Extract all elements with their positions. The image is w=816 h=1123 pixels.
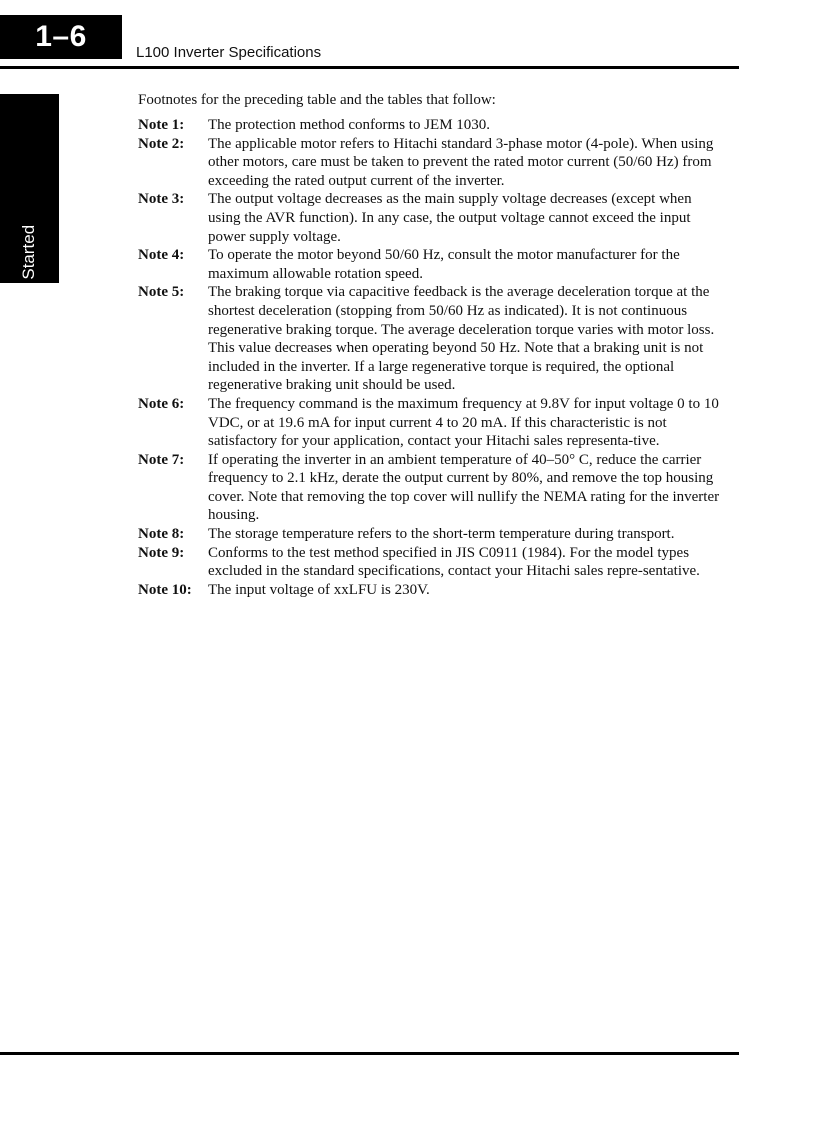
footnote-label: Note 3:: [138, 191, 185, 208]
chapter-side-tab: [0, 94, 59, 340]
footer-rule: [0, 1052, 739, 1055]
footnote-label: Note 5:: [138, 284, 185, 301]
footnote-text: The input voltage of xxLFU is 230V.: [208, 581, 430, 598]
footnote-2: [138, 135, 723, 191]
footnote-7: [138, 451, 723, 525]
footnote-10: [138, 581, 723, 600]
footnote-5: [138, 283, 723, 395]
running-header-title: L100 Inverter Specifications: [136, 44, 322, 61]
footnote-text: The protection method conforms to JEM 1030.: [208, 117, 491, 133]
footnote-8: [138, 525, 723, 544]
chapter-side-tab-label: Getting Started: [19, 224, 38, 340]
footnote-label: Note 8:: [138, 526, 185, 543]
footnote-text: The storage temperature refers to the short-term temperature during transport.: [208, 526, 675, 543]
footnote-text: The frequency command is the maximum frequency at 9.8V for input voltage 0 to 10 VDC, or at 19.6 mA for input current 4 to 20 mA. If this characteristic is not satisfactory for your application, contact your Hitachi sales representa-tive.: [208, 395, 719, 450]
footnote-9: [138, 544, 723, 581]
footnote-4: [138, 246, 723, 283]
footnote-text: The applicable motor refers to Hitachi standard 3-phase motor (4-pole). When using other motors, care must be taken to prevent the rated motor current (50/60 Hz) from exceeding the rated output current of the inverter.: [208, 135, 714, 189]
footnote-text: The output voltage decreases as the main supply voltage decreases (except when using the AVR function). In any case, the output voltage cannot exceed the input power supply voltage.: [208, 191, 692, 245]
footnotes-intro: Footnotes for the preceding table and the tables that follow:: [138, 92, 496, 108]
footnote-label: Note 7:: [138, 451, 185, 468]
footnote-label: Note 2:: [138, 135, 185, 152]
footnote-text: To operate the motor beyond 50/60 Hz, consult the motor manufacturer for the maximum allowable rotation speed.: [208, 247, 680, 282]
page-number: 1–6: [0, 15, 122, 59]
footnote-text: The braking torque via capacitive feedback is the average deceleration torque at the shortest deceleration (stopping from 50/60 Hz as indicated). It is not continuous regenerative braking torque. The average deceleration torque varies with motor loss. This value decreases when operating beyond 50 Hz. Note that a braking unit is not included in the inverter. If a large regenerative torque is required, the optional regenerative braking unit should be used.: [208, 284, 715, 394]
footnote-text: Conforms to the test method specified in JIS C0911 (1984). For the model types excluded in the standard specifications, contact your Hitachi sales repre-sentative.: [208, 544, 700, 580]
footnote-label: Note 4:: [138, 247, 185, 264]
footnote-label: Note 1:: [138, 117, 185, 133]
footnote-6: [138, 395, 723, 451]
footnote-3: [138, 190, 723, 246]
footnotes-list: [138, 116, 723, 599]
footnote-label: Note 6:: [138, 395, 185, 412]
footnote-text: If operating the inverter in an ambient temperature of 40–50° C, reduce the carrier frequency to 2.1 kHz, derate the output current by 80%, and remove the top housing cover. Note that removing the top cover will nullify the NEMA rating for the inverter housing.: [208, 451, 720, 524]
footnote-1: [138, 116, 723, 135]
footnote-label: Note 9:: [138, 544, 185, 561]
header-rule: [0, 66, 739, 69]
footnote-label: Note 10:: [138, 581, 192, 598]
